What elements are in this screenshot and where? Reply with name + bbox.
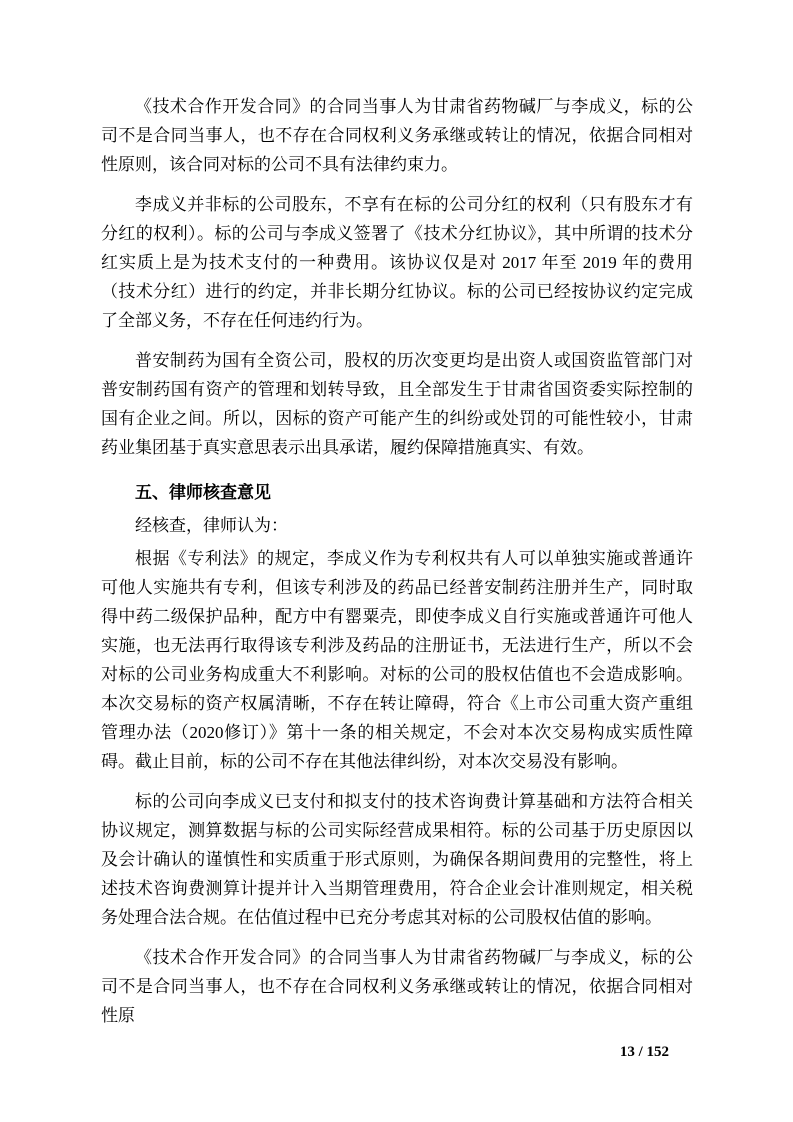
paragraph-contract-relativity-repeat: 《技术合作开发合同》的合同当事人为甘肃省药物碱厂与李成义，标的公司不是合同当事人，也不存在合同权利义务承继或转让的情况，依据合同相对性原 xyxy=(101,948,693,1025)
page-number: 13 / 152 xyxy=(619,1044,669,1060)
paragraph-contract-relativity: 《技术合作开发合同》的合同当事人为甘肃省药物碱厂与李成义，标的公司不是合同当事人，也不存在合同权利义务承继或转让的情况，依据合同相对性原则，该合同对标的公司不具有法律约束力。 xyxy=(101,97,693,174)
paragraph-consulting-fee-opinion: 标的公司向李成义已支付和拟支付的技术咨询费计算基础和方法符合相关协议规定，测算数据与标的公司实际经营成果相符。标的公司基于历史原因以及会计确认的谨慎性和实质重于形式原则，为确保各期间费用的完整性，将上述技术咨询费测算计提并计入当期管理费用，符合企业会计准则规定，相关税务处理合法合规。在估值过程中已充分考虑其对标的公司股权估值的影响。 xyxy=(101,792,693,927)
section-heading-lawyer-opinion: 五、律师核查意见 xyxy=(135,483,271,502)
paragraph-puan-pharma-soe: 普安制药为国有全资公司，股权的历次变更均是出资人或国资监管部门对普安制药国有资产的管理和划转导致，且全部发生于甘肃省国资委实际控制的国有企业之间。所以，因标的资产可能产生的纠纷或处罚的可能性较小，甘肃药业集团基于真实意思表示出具承诺，履约保障措施真实、有效。 xyxy=(101,351,693,457)
paragraph-dividend-rights: 李成义并非标的公司股东，不享有在标的公司分红的权利（只有股东才有分红的权利）。标的公司与李成义签署了《技术分红协议》，其中所谓的技术分红实质上是为技术支付的一种费用。该协议仅是对 2017 年至 2019 年的费用（技术分红）进行的约定，并非长期分红协议。标的公司已经按协议约定完成了全部义务，不存在任何违约行为。 xyxy=(101,195,693,330)
paragraph-patent-law-opinion: 根据《专利法》的规定，李成义作为专利权共有人可以单独实施或普通许可他人实施共有专利，但该专利涉及的药品已经普安制药注册并生产，同时取得中药二级保护品种，配方中有罂粟壳，即使李成义自行实施或普通许可他人实施，也无法再行取得该专利涉及药品的注册证书，无法进行生产，所以不会对标的公司业务构成重大不利影响。对标的公司的股权估值也不会造成影响。本次交易标的资产权属清晰，不存在转让障碍，符合《上市公司重大资产重组管理办法（2020修订）》第十一条的相关规定，不会对本次交易构成实质性障碍。截止目前，标的公司不存在其他法律纠纷，对本次交易没有影响。 xyxy=(101,549,693,771)
paragraph-verification-intro: 经核查，律师认为： xyxy=(135,516,288,535)
